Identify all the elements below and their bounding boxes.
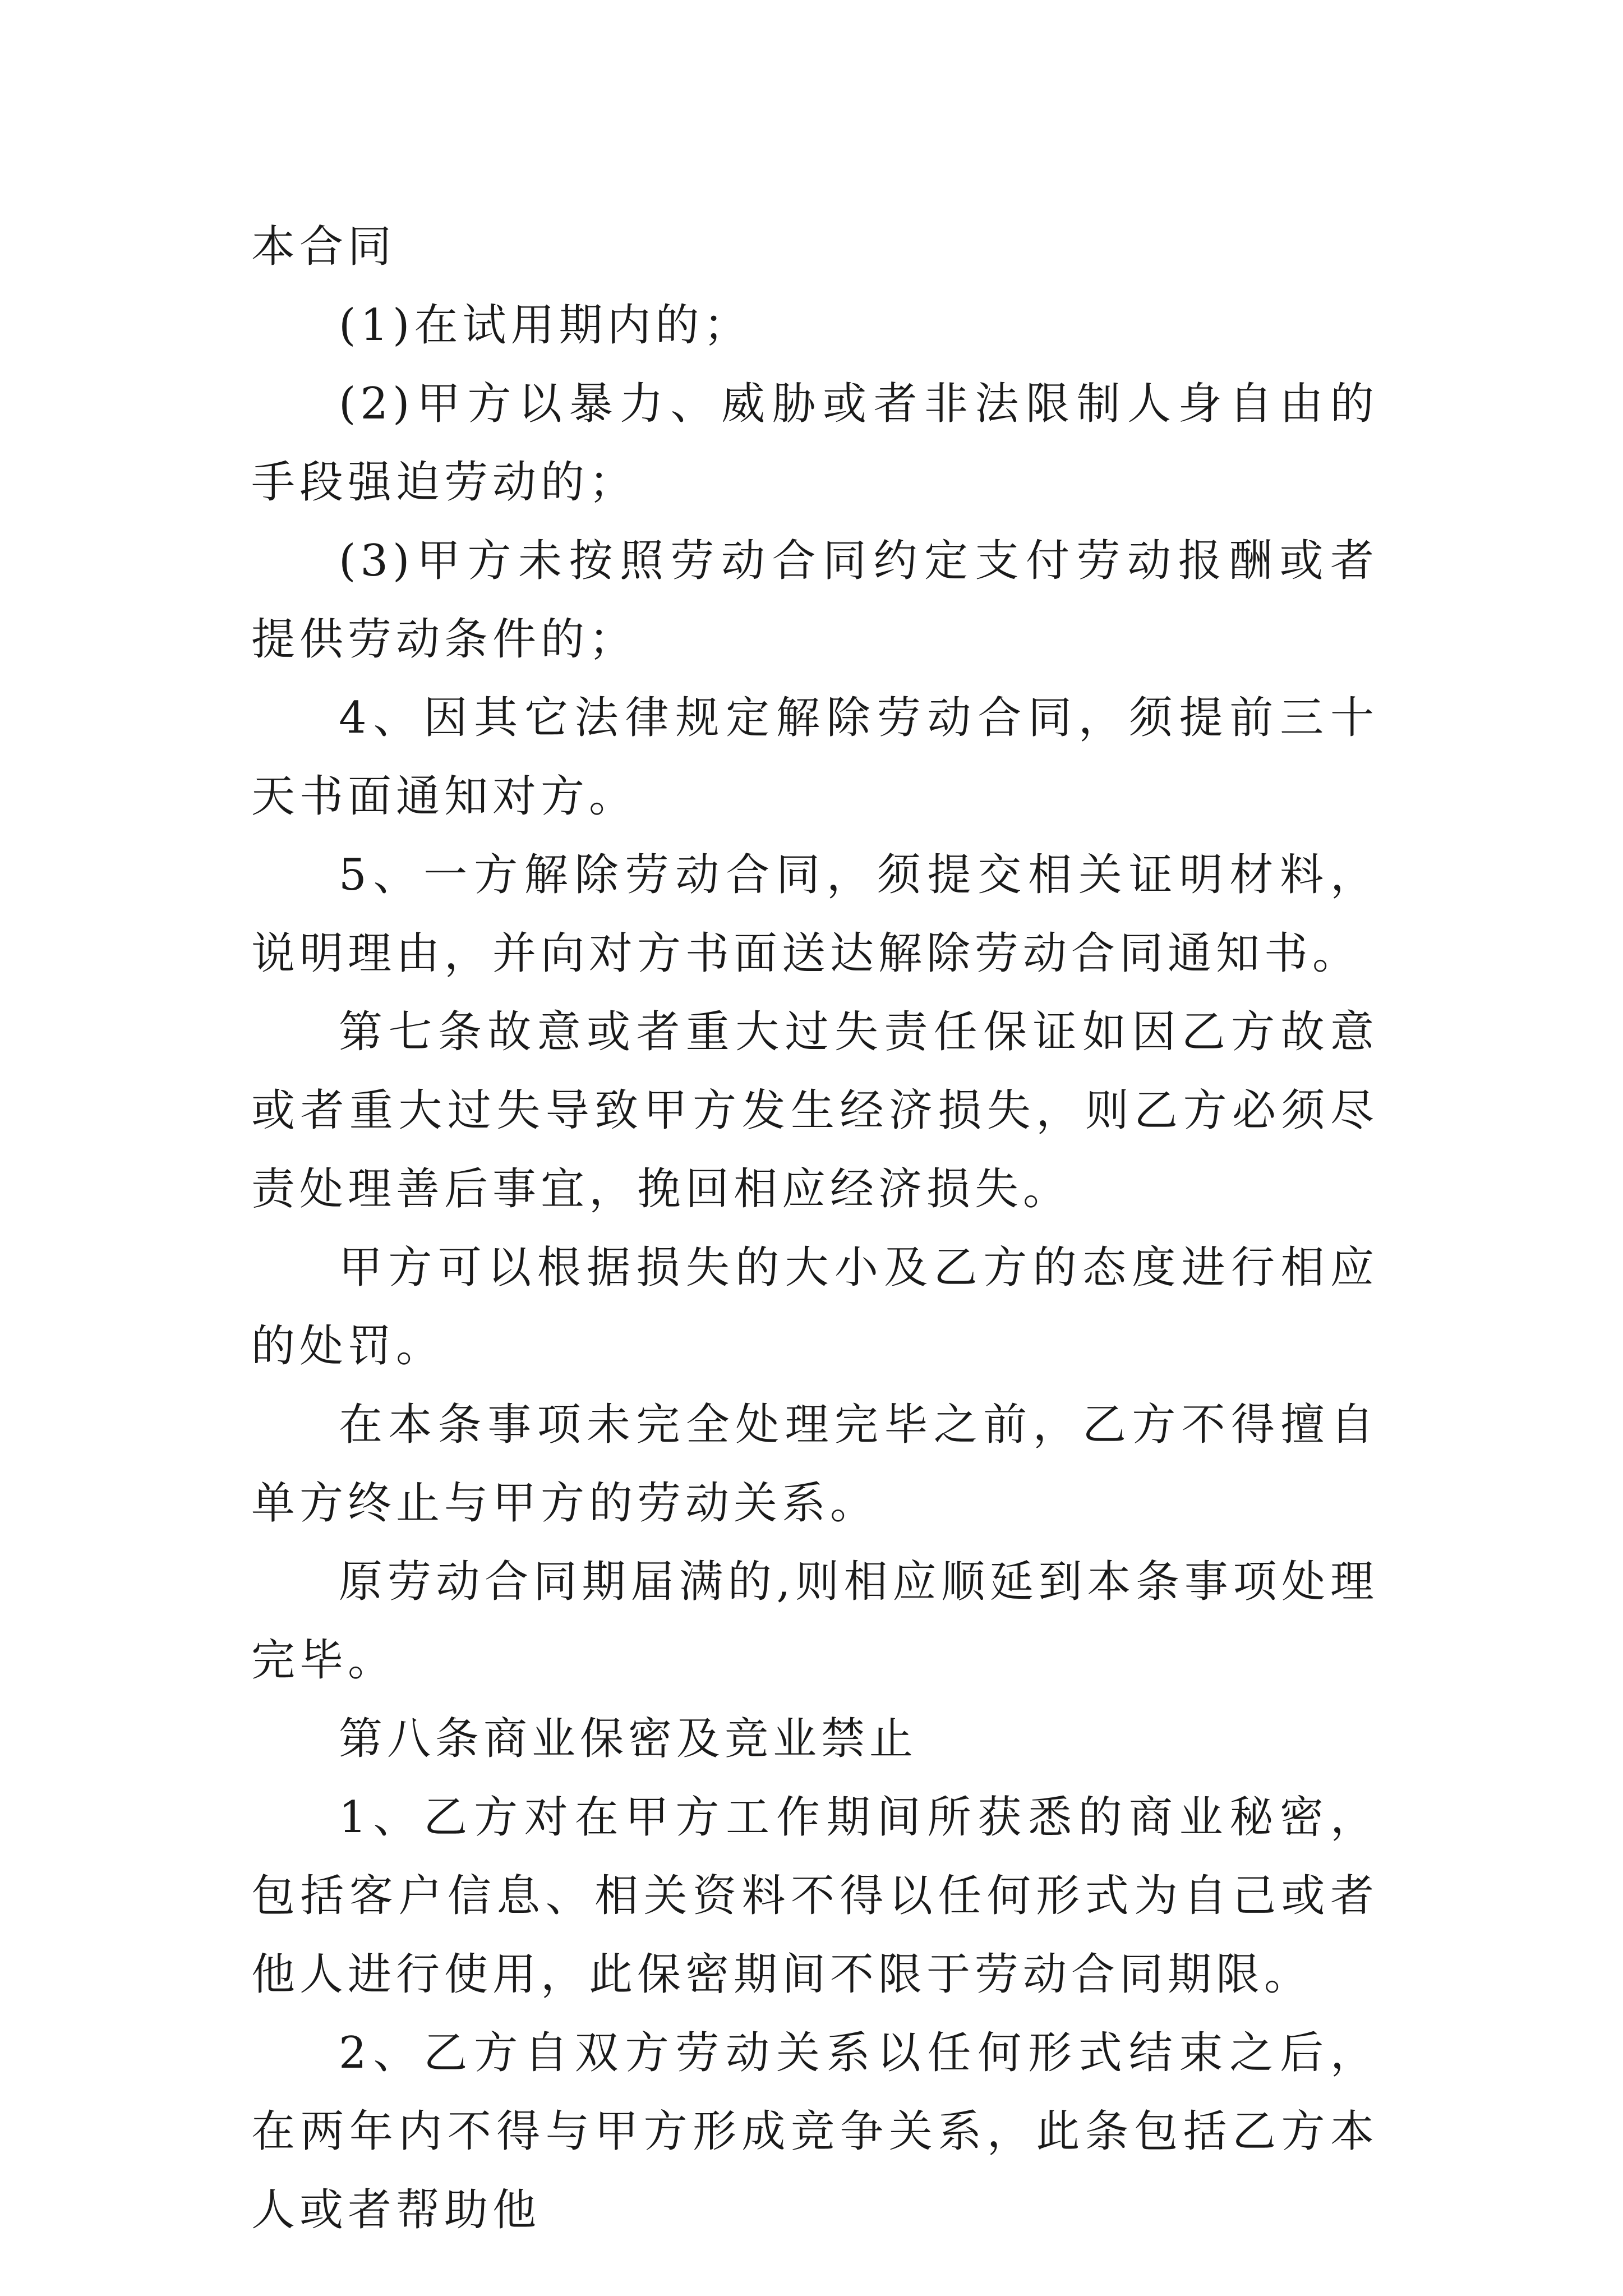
paragraph-penalty: 甲方可以根据损失的大小及乙方的态度进行相应的处罚。 [251, 1243, 1378, 1372]
paragraph-item-2-forced-labor: (2)甲方以暴力、威胁或者非法限制人身自由的手段强迫劳动的； [251, 379, 1378, 508]
paragraph-confidentiality: 1、乙方对在甲方工作期间所获悉的商业秘密，包括客户信息、相关资料不得以任何形式为自己或者他人进行使用，此保密期间不限于劳动合同期限。 [251, 1792, 1378, 2000]
contract-body [251, 208, 1378, 2249]
paragraph-term-extension: 原劳动合同期届满的,则相应顺延到本条事项处理完毕。 [251, 1557, 1378, 1686]
paragraph-item-1-probation: (1)在试用期内的； [339, 300, 752, 351]
paragraph-contract-continuation: 本合同 [251, 222, 396, 272]
paragraph-no-unilateral-termination: 在本条事项未完全处理完毕之前，乙方不得擅自单方终止与甲方的劳动关系。 [251, 1400, 1378, 1529]
paragraph-clause-4-notice: 4、因其它法律规定解除劳动合同，须提前三十天书面通知对方。 [251, 693, 1378, 822]
paragraph-article-8-heading: 第八条商业保密及竞业禁止 [339, 1714, 918, 1764]
paragraph-item-3-unpaid-remuneration: (3)甲方未按照劳动合同约定支付劳动报酬或者提供劳动条件的； [251, 536, 1378, 665]
paragraph-clause-5-termination-notice: 5、一方解除劳动合同，须提交相关证明材料，说明理由，并向对方书面送达解除劳动合同通知书。 [251, 850, 1378, 979]
paragraph-article-7-liability: 第七条故意或者重大过失责任保证如因乙方故意或者重大过失导致甲方发生经济损失，则乙方必须尽责处理善后事宜，挽回相应经济损失。 [251, 1007, 1378, 1214]
paragraph-non-compete: 2、乙方自双方劳动关系以任何形式结束之后，在两年内不得与甲方形成竞争关系，此条包括乙方本人或者帮助他 [251, 2028, 1378, 2235]
